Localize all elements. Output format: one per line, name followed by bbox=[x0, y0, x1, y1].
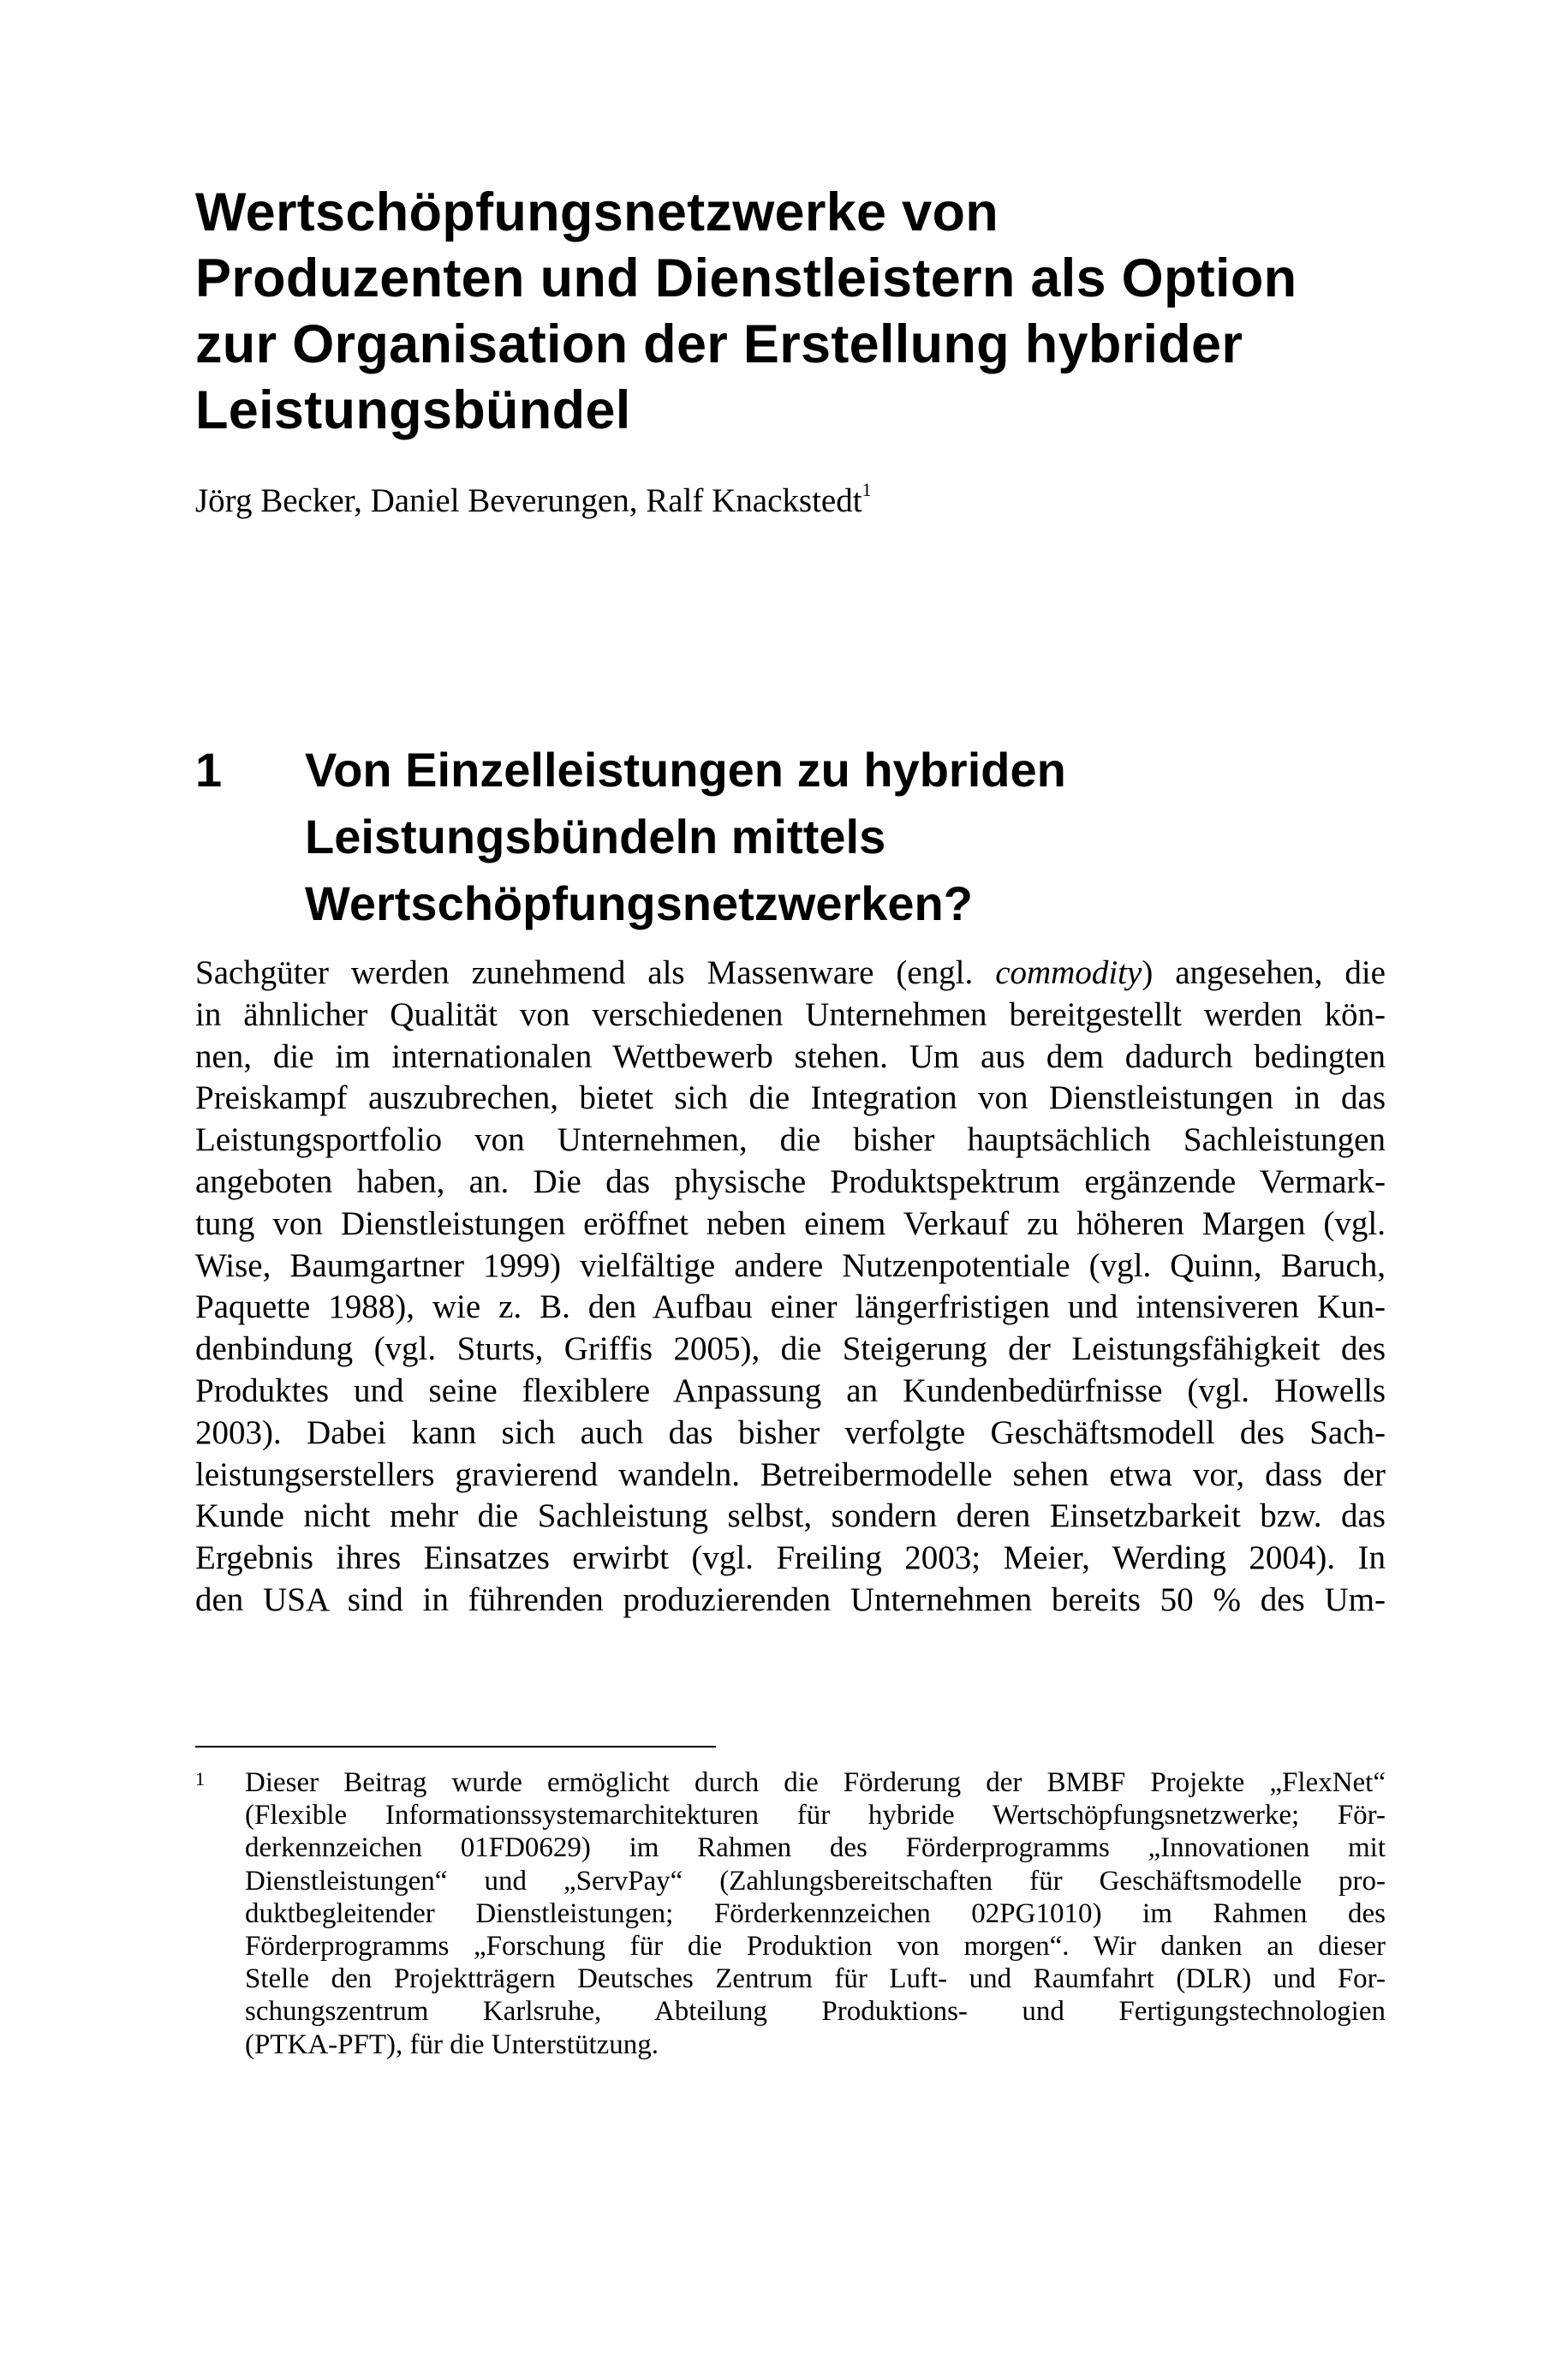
body-line: Kunde nicht mehr die Sachleistung selbst, sondern deren Einsetzbarkeit bzw. das bbox=[195, 1497, 1386, 1535]
footnote-line: Förderprogramms „Forschung für die Produktion von morgen“. Wir danken an dieser bbox=[245, 1930, 1386, 1962]
body-line: Wise, Baumgartner 1999) vielfältige andere Nutzenpotentiale (vgl. Quinn, Baruch, bbox=[195, 1246, 1386, 1284]
body-line: in ähnlicher Qualität von verschiedenen Unternehmen bereitgestellt werden kön- bbox=[195, 995, 1386, 1033]
section-number: 1 bbox=[195, 743, 223, 797]
footnote-line: schungszentrum Karlsruhe, Abteilung Produktions- und Fertigungstechnologien bbox=[245, 1996, 1386, 2028]
body-line: denbindung (vgl. Sturts, Griffis 2005), die Steigerung der Leistungsfähigkeit des bbox=[195, 1330, 1386, 1368]
author-footnote-ref: 1 bbox=[862, 479, 872, 500]
body-line: angeboten haben, an. Die das physische Produktspektrum ergänzende Vermark- bbox=[195, 1162, 1386, 1200]
author-list bbox=[195, 481, 1386, 522]
footnote-line: Dienstleistungen“ und „ServPay“ (Zahlungsbereitschaften für Geschäftsmodelle pro- bbox=[245, 1865, 1386, 1897]
title-line: Produzenten und Dienstleistern als Option bbox=[195, 248, 1297, 308]
italic-term: commodity bbox=[995, 954, 1142, 991]
title-line: Leistungsbündel bbox=[195, 380, 631, 440]
body-line: leistungserstellers gravierend wandeln. Betreibermodelle sehen etwa vor, dass der bbox=[195, 1455, 1386, 1493]
footnote bbox=[195, 1766, 1386, 2061]
title-line: Wertschöpfungsnetzwerke von bbox=[195, 182, 999, 242]
body-line: Preiskampf auszubrechen, bietet sich die Integration von Dienstleistungen in das bbox=[195, 1079, 1386, 1117]
footnote-line: derkennzeichen 01FD0629) im Rahmen des Förderprogramms „Innovationen mit bbox=[245, 1832, 1386, 1864]
footnote-line: duktbegleitender Dienstleistungen; Förderkennzeichen 02PG1010) im Rahmen des bbox=[245, 1897, 1386, 1929]
footnote-line: (Flexible Informationssystemarchitekturen für hybride Wertschöpfungsnetzwerke; För- bbox=[245, 1800, 1386, 1831]
footnote-separator bbox=[195, 1746, 716, 1748]
author-names: Jörg Becker, Daniel Beverungen, Ralf Knackstedt bbox=[195, 482, 862, 519]
body-line: Sachgüter werden zunehmend als Massenware (engl. commodity) angesehen, die bbox=[195, 954, 1386, 991]
body-line: Produktes und seine flexiblere Anpassung an Kundenbedürfnisse (vgl. Howells bbox=[195, 1371, 1386, 1409]
body-line: 2003). Dabei kann sich auch das bisher verfolgte Geschäftsmodell des Sach- bbox=[195, 1413, 1386, 1451]
paper-title bbox=[195, 180, 1386, 444]
page bbox=[195, 180, 1386, 2060]
section-title-line: Von Einzelleistungen zu hybriden bbox=[305, 743, 1066, 797]
footnote-line: Dieser Beitrag wurde ermöglicht durch die Förderung der BMBF Projekte „FlexNet“ bbox=[245, 1767, 1386, 1798]
footnote-line: Stelle den Projektträgern Deutsches Zentrum für Luft- und Raumfahrt (DLR) und For- bbox=[245, 1963, 1386, 1995]
body-line: Ergebnis ihres Einsatzes erwirbt (vgl. Freiling 2003; Meier, Werding 2004). In bbox=[195, 1539, 1386, 1577]
footnote-line: (PTKA-PFT), für die Unterstützung. bbox=[245, 2028, 659, 2060]
body-line: Paquette 1988), wie z. B. den Aufbau einer längerfristigen und intensiveren Kun- bbox=[195, 1288, 1386, 1326]
footnote-mark: 1 bbox=[195, 1768, 205, 1789]
title-line: zur Organisation der Erstellung hybrider bbox=[195, 314, 1243, 374]
footnote-text bbox=[245, 1766, 1386, 2061]
body-paragraph bbox=[195, 953, 1386, 1622]
body-line: tung von Dienstleistungen eröffnet neben einem Verkauf zu höheren Margen (vgl. bbox=[195, 1204, 1386, 1242]
body-line: nen, die im internationalen Wettbewerb stehen. Um aus dem dadurch bedingten bbox=[195, 1037, 1386, 1075]
section-heading bbox=[195, 737, 1386, 937]
section-title-line: Leistungsbündeln mittels bbox=[305, 810, 886, 863]
body-line: Leistungsportfolio von Unternehmen, die bisher hauptsächlich Sachleistungen bbox=[195, 1121, 1386, 1159]
section-title-line: Wertschöpfungsnetzwerken? bbox=[305, 876, 973, 930]
section-title bbox=[305, 737, 1386, 937]
body-line: den USA sind in führenden produzierenden Unternehmen bereits 50 % des Um- bbox=[195, 1580, 1386, 1618]
